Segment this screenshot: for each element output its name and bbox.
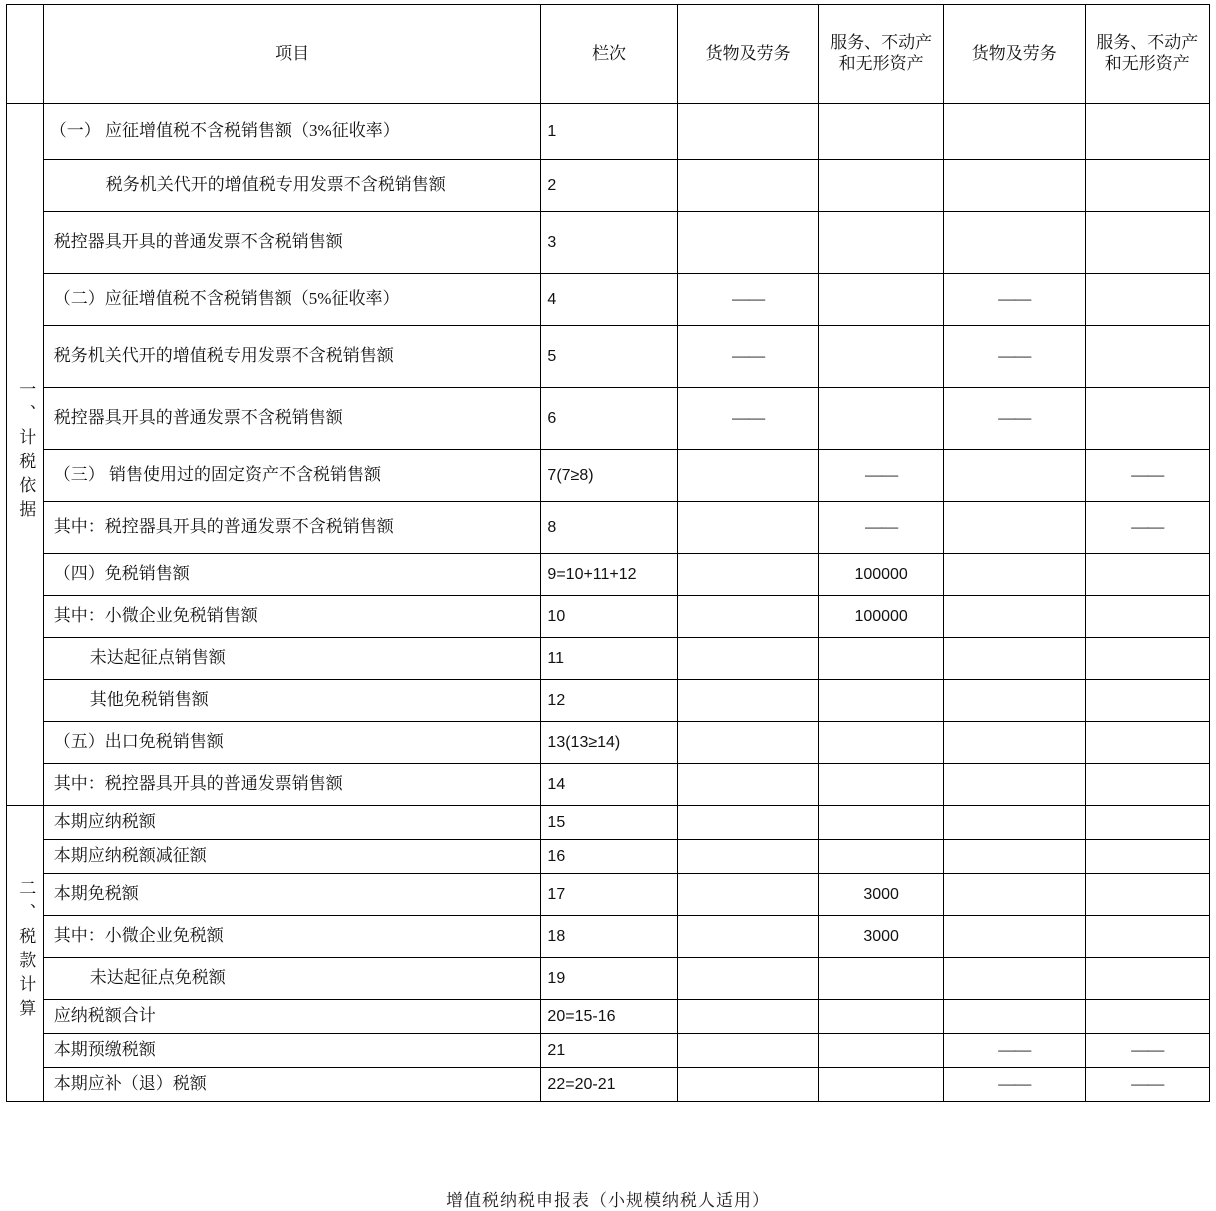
row-goods-ytd bbox=[943, 638, 1085, 680]
header-line-no: 栏次 bbox=[541, 5, 677, 104]
row-goods-ytd bbox=[943, 806, 1085, 840]
row-services-current bbox=[819, 212, 943, 274]
row-goods-current bbox=[677, 450, 819, 502]
table-row bbox=[7, 874, 1210, 916]
section-label-text: 二、税款计算 bbox=[16, 878, 36, 1023]
section-label-tax-basis bbox=[7, 104, 44, 806]
tax-return-table bbox=[6, 4, 1210, 1102]
row-line-no: 2 bbox=[541, 160, 677, 212]
row-services-current bbox=[819, 388, 943, 450]
row-services-ytd: —— bbox=[1085, 450, 1209, 502]
row-item-label: 本期应纳税额减征额 bbox=[43, 840, 541, 874]
row-line-no: 15 bbox=[541, 806, 677, 840]
row-goods-current bbox=[677, 502, 819, 554]
row-services-ytd bbox=[1085, 840, 1209, 874]
row-item-label: （一） 应征增值税不含税销售额（3%征收率） bbox=[43, 104, 541, 160]
table-row bbox=[7, 722, 1210, 764]
row-goods-ytd bbox=[943, 1000, 1085, 1034]
table-row bbox=[7, 916, 1210, 958]
row-item-label: 本期应补（退）税额 bbox=[43, 1068, 541, 1102]
row-line-no: 9=10+11+12 bbox=[541, 554, 677, 596]
row-goods-ytd: —— bbox=[943, 388, 1085, 450]
row-goods-ytd bbox=[943, 104, 1085, 160]
row-services-ytd: —— bbox=[1085, 502, 1209, 554]
row-services-current: 100000 bbox=[819, 554, 943, 596]
table-row bbox=[7, 680, 1210, 722]
row-services-ytd bbox=[1085, 680, 1209, 722]
row-services-ytd bbox=[1085, 160, 1209, 212]
section-label-text: 一、计税依据 bbox=[16, 379, 36, 524]
table-row bbox=[7, 450, 1210, 502]
section-label-tax-calculation bbox=[7, 806, 44, 1102]
row-line-no: 10 bbox=[541, 596, 677, 638]
row-line-no: 12 bbox=[541, 680, 677, 722]
row-services-ytd bbox=[1085, 806, 1209, 840]
table-row bbox=[7, 1034, 1210, 1068]
row-goods-current bbox=[677, 554, 819, 596]
table-row bbox=[7, 104, 1210, 160]
row-line-no: 8 bbox=[541, 502, 677, 554]
row-services-current bbox=[819, 840, 943, 874]
row-goods-current bbox=[677, 764, 819, 806]
row-goods-ytd bbox=[943, 840, 1085, 874]
row-goods-current bbox=[677, 1068, 819, 1102]
row-line-no: 18 bbox=[541, 916, 677, 958]
row-line-no: 17 bbox=[541, 874, 677, 916]
row-goods-current bbox=[677, 160, 819, 212]
row-goods-ytd bbox=[943, 764, 1085, 806]
row-goods-ytd bbox=[943, 212, 1085, 274]
row-services-current: —— bbox=[819, 450, 943, 502]
table-row bbox=[7, 502, 1210, 554]
row-services-current bbox=[819, 1000, 943, 1034]
table-row bbox=[7, 388, 1210, 450]
row-goods-ytd bbox=[943, 916, 1085, 958]
row-services-current bbox=[819, 638, 943, 680]
table-row bbox=[7, 274, 1210, 326]
row-item-label: 本期应纳税额 bbox=[43, 806, 541, 840]
row-services-ytd bbox=[1085, 212, 1209, 274]
header-corner-blank bbox=[7, 5, 44, 104]
row-services-current bbox=[819, 722, 943, 764]
row-line-no: 11 bbox=[541, 638, 677, 680]
table-row bbox=[7, 764, 1210, 806]
table-row bbox=[7, 1068, 1210, 1102]
header-services-ytd: 服务、不动产和无形资产 bbox=[1085, 5, 1209, 104]
row-services-current bbox=[819, 958, 943, 1000]
row-goods-ytd bbox=[943, 450, 1085, 502]
row-services-ytd bbox=[1085, 764, 1209, 806]
row-item-label: 税务机关代开的增值税专用发票不含税销售额 bbox=[43, 160, 541, 212]
row-services-ytd: —— bbox=[1085, 1034, 1209, 1068]
row-item-label: 其中：税控器具开具的普通发票不含税销售额 bbox=[43, 502, 541, 554]
row-line-no: 21 bbox=[541, 1034, 677, 1068]
row-line-no: 14 bbox=[541, 764, 677, 806]
row-goods-current: —— bbox=[677, 274, 819, 326]
row-services-current bbox=[819, 1068, 943, 1102]
row-goods-current bbox=[677, 1034, 819, 1068]
table-row bbox=[7, 160, 1210, 212]
row-goods-current bbox=[677, 1000, 819, 1034]
row-item-label: 未达起征点免税额 bbox=[43, 958, 541, 1000]
row-goods-current bbox=[677, 874, 819, 916]
table-row bbox=[7, 212, 1210, 274]
row-services-ytd bbox=[1085, 104, 1209, 160]
header-services-current: 服务、不动产和无形资产 bbox=[819, 5, 943, 104]
row-services-current bbox=[819, 104, 943, 160]
row-services-ytd bbox=[1085, 326, 1209, 388]
row-goods-current bbox=[677, 806, 819, 840]
row-services-ytd bbox=[1085, 274, 1209, 326]
row-line-no: 4 bbox=[541, 274, 677, 326]
row-goods-current: —— bbox=[677, 388, 819, 450]
row-item-label: （四）免税销售额 bbox=[43, 554, 541, 596]
header-goods-current: 货物及劳务 bbox=[677, 5, 819, 104]
header-goods-ytd: 货物及劳务 bbox=[943, 5, 1085, 104]
row-line-no: 13(13≥14) bbox=[541, 722, 677, 764]
row-services-ytd bbox=[1085, 874, 1209, 916]
row-item-label: （二）应征增值税不含税销售额（5%征收率） bbox=[43, 274, 541, 326]
row-item-label: （三） 销售使用过的固定资产不含税销售额 bbox=[43, 450, 541, 502]
row-services-current bbox=[819, 806, 943, 840]
row-item-label: 本期预缴税额 bbox=[43, 1034, 541, 1068]
row-goods-ytd: —— bbox=[943, 326, 1085, 388]
row-goods-ytd bbox=[943, 502, 1085, 554]
row-services-ytd bbox=[1085, 638, 1209, 680]
row-services-current: 100000 bbox=[819, 596, 943, 638]
row-line-no: 6 bbox=[541, 388, 677, 450]
row-goods-current bbox=[677, 722, 819, 764]
row-item-label: （五）出口免税销售额 bbox=[43, 722, 541, 764]
row-services-ytd bbox=[1085, 554, 1209, 596]
row-item-label: 其中：小微企业免税额 bbox=[43, 916, 541, 958]
row-services-current: 3000 bbox=[819, 916, 943, 958]
header-item: 项目 bbox=[43, 5, 541, 104]
row-line-no: 7(7≥8) bbox=[541, 450, 677, 502]
row-goods-ytd: —— bbox=[943, 1068, 1085, 1102]
row-services-current: 3000 bbox=[819, 874, 943, 916]
table-header-row bbox=[7, 5, 1210, 104]
table-row bbox=[7, 840, 1210, 874]
row-goods-ytd: —— bbox=[943, 274, 1085, 326]
row-item-label: 税务机关代开的增值税专用发票不含税销售额 bbox=[43, 326, 541, 388]
row-goods-ytd bbox=[943, 554, 1085, 596]
row-services-current: —— bbox=[819, 502, 943, 554]
row-item-label: 应纳税额合计 bbox=[43, 1000, 541, 1034]
row-goods-current bbox=[677, 212, 819, 274]
footer-note: 增值税纳税申报表（小规模纳税人适用） bbox=[446, 1191, 770, 1210]
table-row bbox=[7, 638, 1210, 680]
row-goods-current bbox=[677, 596, 819, 638]
row-goods-current bbox=[677, 916, 819, 958]
row-goods-current bbox=[677, 680, 819, 722]
row-line-no: 1 bbox=[541, 104, 677, 160]
row-goods-current bbox=[677, 104, 819, 160]
row-services-ytd bbox=[1085, 722, 1209, 764]
row-goods-ytd bbox=[943, 958, 1085, 1000]
row-services-ytd bbox=[1085, 388, 1209, 450]
row-goods-current: —— bbox=[677, 326, 819, 388]
row-line-no: 19 bbox=[541, 958, 677, 1000]
row-services-current bbox=[819, 1034, 943, 1068]
row-goods-ytd bbox=[943, 596, 1085, 638]
row-item-label: 本期免税额 bbox=[43, 874, 541, 916]
row-services-current bbox=[819, 160, 943, 212]
row-item-label: 其中：小微企业免税销售额 bbox=[43, 596, 541, 638]
row-services-ytd bbox=[1085, 1000, 1209, 1034]
row-services-ytd bbox=[1085, 916, 1209, 958]
row-item-label: 未达起征点销售额 bbox=[43, 638, 541, 680]
table-row bbox=[7, 806, 1210, 840]
table-row bbox=[7, 958, 1210, 1000]
row-services-ytd bbox=[1085, 596, 1209, 638]
row-line-no: 5 bbox=[541, 326, 677, 388]
row-goods-ytd bbox=[943, 680, 1085, 722]
row-goods-ytd: —— bbox=[943, 1034, 1085, 1068]
table-row bbox=[7, 326, 1210, 388]
row-item-label: 其他免税销售额 bbox=[43, 680, 541, 722]
row-line-no: 16 bbox=[541, 840, 677, 874]
row-line-no: 22=20-21 bbox=[541, 1068, 677, 1102]
row-services-current bbox=[819, 680, 943, 722]
row-services-current bbox=[819, 326, 943, 388]
row-goods-current bbox=[677, 958, 819, 1000]
row-services-ytd bbox=[1085, 958, 1209, 1000]
row-goods-ytd bbox=[943, 160, 1085, 212]
table-row bbox=[7, 554, 1210, 596]
row-item-label: 税控器具开具的普通发票不含税销售额 bbox=[43, 212, 541, 274]
row-goods-ytd bbox=[943, 874, 1085, 916]
row-goods-current bbox=[677, 840, 819, 874]
row-line-no: 20=15-16 bbox=[541, 1000, 677, 1034]
row-item-label: 其中：税控器具开具的普通发票销售额 bbox=[43, 764, 541, 806]
table-row bbox=[7, 596, 1210, 638]
row-services-ytd: —— bbox=[1085, 1068, 1209, 1102]
table-row bbox=[7, 1000, 1210, 1034]
row-item-label: 税控器具开具的普通发票不含税销售额 bbox=[43, 388, 541, 450]
row-line-no: 3 bbox=[541, 212, 677, 274]
row-services-current bbox=[819, 764, 943, 806]
row-goods-ytd bbox=[943, 722, 1085, 764]
row-services-current bbox=[819, 274, 943, 326]
row-goods-current bbox=[677, 638, 819, 680]
